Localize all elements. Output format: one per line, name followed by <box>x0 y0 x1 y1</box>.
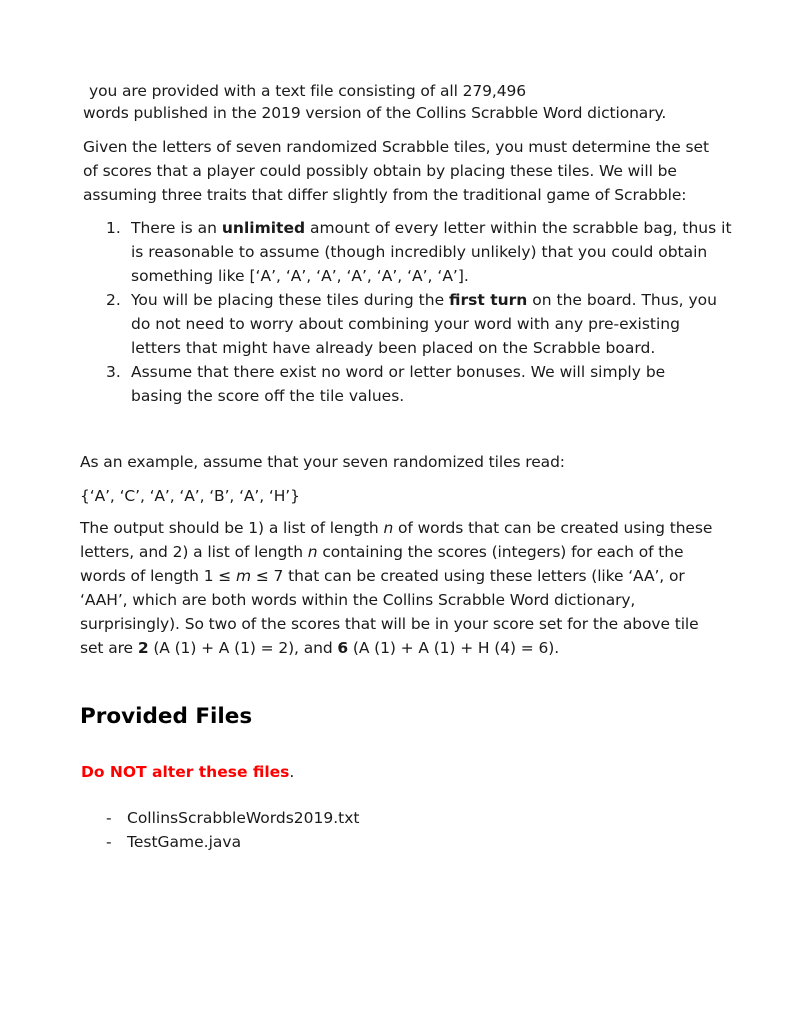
trait-item-2 <box>106 288 717 360</box>
file-name: TestGame.java <box>127 833 242 851</box>
trait-text-row: do not need to worry about combining your word with any pre-existing <box>131 315 680 333</box>
output-line-3 <box>80 564 685 588</box>
output-text-segment: set are <box>80 639 138 657</box>
trait-text-segment: You will be placing these tiles during the <box>131 291 450 309</box>
bullet-dash: - <box>106 809 112 827</box>
bullet-dash: - <box>106 833 112 851</box>
trait-text <box>131 360 701 408</box>
output-line-4: ‘AAH’, which are both words within the Collins Scrabble Word dictionary, <box>80 591 636 609</box>
variable-n: n <box>307 543 318 561</box>
section-heading-provided-files: Provided Files <box>80 704 253 729</box>
file-name: CollinsScrabbleWords2019.txt <box>127 809 360 827</box>
trait-text-row: is reasonable to assume (though incredibly unlikely) that you could obtain <box>131 243 708 261</box>
output-text-segment: letters, and 2) a list of length <box>80 543 308 561</box>
score-value-6: 6 <box>337 639 349 657</box>
variable-m: m <box>236 567 252 585</box>
output-line-2 <box>80 540 683 564</box>
para2-line-3: assuming three traits that differ slightly from the traditional game of Scrabble: <box>83 186 687 204</box>
example-tiles: {‘A’, ‘C’, ‘A’, ‘A’, ‘B’, ‘A’, ‘H’} <box>80 487 300 505</box>
output-line-6 <box>80 636 559 660</box>
example-line: As an example, assume that your seven randomized tiles read: <box>80 453 565 471</box>
emphasis-unlimited: unlimited <box>221 219 306 237</box>
trait-item-1 <box>106 216 732 288</box>
output-line-5: surprisingly). So two of the scores that will be in your score set for the above tile <box>80 615 699 633</box>
trait-text-row: basing the score off the tile values. <box>131 387 405 405</box>
trait-number: 2. <box>106 291 121 309</box>
trait-text-row: something like [‘A’, ‘A’, ‘A’, ‘A’, ‘A’, ‘A’, ‘A’]. <box>131 267 469 285</box>
trait-item-3 <box>106 360 706 408</box>
output-text-segment: ≤ 7 that can be created using these letters (like ‘AA’, or <box>251 567 685 585</box>
output-line-1 <box>80 516 712 540</box>
trait-text-row: letters that might have already been placed on the Scrabble board. <box>131 339 656 357</box>
intro-line-1: you are provided with a text file consisting of all 279,496 <box>89 82 527 100</box>
variable-n: n <box>383 519 394 537</box>
para2-line-1: Given the letters of seven randomized Scrabble tiles, you must determine the set <box>83 138 709 156</box>
output-text-segment: words of length 1 ≤ <box>80 567 237 585</box>
trait-text-segment: There is an <box>131 219 222 237</box>
trait-number: 1. <box>106 219 121 237</box>
warning-label: Do NOT alter these files <box>81 763 290 781</box>
trait-text-row: Assume that there exist no word or letter bonuses. We will simply be <box>131 363 666 381</box>
trait-text <box>131 288 717 360</box>
trait-text <box>131 216 732 288</box>
output-text-segment: containing the scores (integers) for each of the <box>317 543 684 561</box>
output-text-segment: The output should be 1) a list of length <box>80 519 384 537</box>
score-value-2: 2 <box>137 639 149 657</box>
trait-text-segment: amount of every letter within the scrabble bag, thus it <box>305 219 732 237</box>
output-text-segment: (A (1) + A (1) + H (4) = 6). <box>348 639 560 657</box>
para2-line-2: of scores that a player could possibly obtain by placing these tiles. We will be <box>83 162 677 180</box>
output-text-segment: (A (1) + A (1) = 2), and <box>148 639 338 657</box>
intro-line-2: words published in the 2019 version of the Collins Scrabble Word dictionary. <box>83 104 667 122</box>
trait-text-segment: on the board. Thus, you <box>527 291 717 309</box>
emphasis-first-turn: first turn <box>449 291 528 309</box>
output-text-segment: of words that can be created using these <box>393 519 713 537</box>
warning-text <box>81 760 294 784</box>
trait-number: 3. <box>106 363 121 381</box>
warning-period: . <box>289 763 295 781</box>
